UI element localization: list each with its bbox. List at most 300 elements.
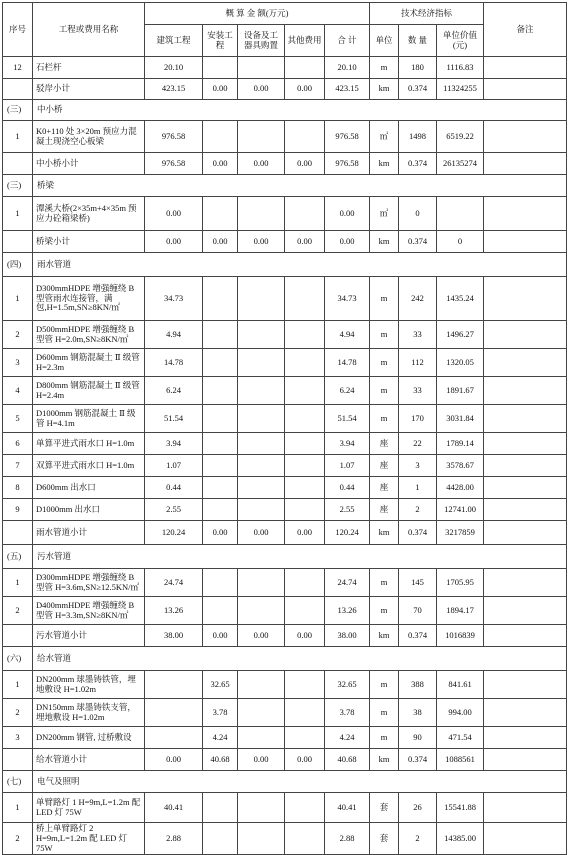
construction-cost: 2.55 — [145, 499, 203, 521]
unit-value: 6519.22 — [437, 121, 484, 153]
table-body — [3, 57, 567, 855]
equipment-cost — [238, 57, 285, 79]
unit: km — [370, 625, 399, 647]
remarks — [484, 405, 567, 433]
construction-cost: 13.26 — [145, 597, 203, 625]
construction-cost: 14.78 — [145, 349, 203, 377]
installation-cost — [203, 121, 238, 153]
quantity: 112 — [399, 349, 437, 377]
quantity: 0.374 — [399, 79, 437, 100]
section-row — [3, 175, 567, 197]
construction-cost: 24.74 — [145, 569, 203, 597]
unit-value: 1320.05 — [437, 349, 484, 377]
other-cost — [285, 57, 325, 79]
installation-cost — [203, 597, 238, 625]
construction-cost — [145, 699, 203, 727]
table-row — [3, 321, 567, 349]
construction-cost: 1.07 — [145, 455, 203, 477]
row-number: 1 — [3, 277, 33, 321]
equipment-cost — [238, 433, 285, 455]
row-number: 1 — [3, 569, 33, 597]
other-cost: 0.00 — [285, 231, 325, 253]
unit-value: 1016839 — [437, 625, 484, 647]
quantity: 1 — [399, 477, 437, 499]
quantity: 145 — [399, 569, 437, 597]
remarks — [484, 477, 567, 499]
remarks — [484, 57, 567, 79]
unit-value: 1435.24 — [437, 277, 484, 321]
header-quantity: 数 量 — [399, 25, 437, 57]
construction-cost — [145, 671, 203, 699]
quantity: 170 — [399, 405, 437, 433]
total-cost: 4.94 — [325, 321, 370, 349]
installation-cost: 40.68 — [203, 749, 238, 771]
unit: km — [370, 749, 399, 771]
table-row — [3, 569, 567, 597]
construction-cost: 0.00 — [145, 197, 203, 231]
remarks — [484, 499, 567, 521]
equipment-cost — [238, 121, 285, 153]
table-row — [3, 433, 567, 455]
other-cost — [285, 321, 325, 349]
equipment-cost: 0.00 — [238, 625, 285, 647]
cost-estimate-table — [2, 2, 567, 855]
table-row — [3, 455, 567, 477]
unit: 座 — [370, 477, 399, 499]
unit: m — [370, 57, 399, 79]
quantity: 26 — [399, 793, 437, 823]
equipment-cost — [238, 499, 285, 521]
unit-value: 471.54 — [437, 727, 484, 749]
total-cost: 423.15 — [325, 79, 370, 100]
installation-cost — [203, 377, 238, 405]
quantity: 33 — [399, 321, 437, 349]
equipment-cost — [238, 597, 285, 625]
quantity: 0.374 — [399, 231, 437, 253]
quantity: 242 — [399, 277, 437, 321]
unit-value: 15541.88 — [437, 793, 484, 823]
installation-cost — [203, 405, 238, 433]
header-other: 其他费用 — [285, 25, 325, 57]
total-cost: 13.26 — [325, 597, 370, 625]
unit-value: 4428.00 — [437, 477, 484, 499]
unit: m — [370, 597, 399, 625]
table-row — [3, 153, 567, 175]
other-cost: 0.00 — [285, 749, 325, 771]
construction-cost: 3.94 — [145, 433, 203, 455]
unit: ㎡ — [370, 197, 399, 231]
equipment-cost — [238, 349, 285, 377]
header-amount-group: 概 算 金 额(万元) — [145, 3, 370, 25]
other-cost: 0.00 — [285, 79, 325, 100]
other-cost — [285, 569, 325, 597]
installation-cost: 0.00 — [203, 625, 238, 647]
remarks — [484, 121, 567, 153]
unit-value: 1891.67 — [437, 377, 484, 405]
construction-cost: 6.24 — [145, 377, 203, 405]
installation-cost: 0.00 — [203, 79, 238, 100]
header-remarks: 备注 — [484, 3, 567, 57]
item-name: D300mmHDPE 增强缠绕 B 型管 H=3.6m,SN≥12.5KN/㎡ — [33, 569, 145, 597]
quantity: 38 — [399, 699, 437, 727]
row-number: 1 — [3, 671, 33, 699]
other-cost — [285, 499, 325, 521]
section-title: 电气及照明 — [33, 771, 567, 793]
item-name: K0+110 处 3×20m 预应力混凝土现浇空心板梁 — [33, 121, 145, 153]
total-cost: 3.94 — [325, 433, 370, 455]
total-cost: 2.55 — [325, 499, 370, 521]
total-cost: 2.88 — [325, 823, 370, 855]
other-cost: 0.00 — [285, 153, 325, 175]
total-cost: 0.00 — [325, 231, 370, 253]
table-row — [3, 57, 567, 79]
construction-cost: 34.73 — [145, 277, 203, 321]
construction-cost: 38.00 — [145, 625, 203, 647]
total-cost: 6.24 — [325, 377, 370, 405]
item-name: D1000mm 出水口 — [33, 499, 145, 521]
unit-value: 11324255 — [437, 79, 484, 100]
other-cost — [285, 197, 325, 231]
item-name: D800mm 钢筋混凝土 Ⅱ 级管 H=2.4m — [33, 377, 145, 405]
equipment-cost — [238, 671, 285, 699]
equipment-cost — [238, 377, 285, 405]
quantity: 1498 — [399, 121, 437, 153]
table-row — [3, 625, 567, 647]
remarks — [484, 433, 567, 455]
remarks — [484, 231, 567, 253]
row-number: 2 — [3, 597, 33, 625]
table-row — [3, 231, 567, 253]
total-cost: 24.74 — [325, 569, 370, 597]
unit: km — [370, 79, 399, 100]
unit-value: 1116.83 — [437, 57, 484, 79]
equipment-cost: 0.00 — [238, 153, 285, 175]
unit-value: 3031.84 — [437, 405, 484, 433]
section-number: (三) — [3, 175, 33, 197]
row-number: 2 — [3, 699, 33, 727]
unit: m — [370, 277, 399, 321]
installation-cost: 0.00 — [203, 231, 238, 253]
unit-value: 1894.17 — [437, 597, 484, 625]
section-title: 雨水管道 — [33, 253, 567, 277]
total-cost: 120.24 — [325, 521, 370, 545]
other-cost — [285, 671, 325, 699]
installation-cost — [203, 349, 238, 377]
item-name: DN150mm 球墨铸铁支管，埋地敷设 H=1.02m — [33, 699, 145, 727]
total-cost: 4.24 — [325, 727, 370, 749]
quantity: 22 — [399, 433, 437, 455]
installation-cost — [203, 477, 238, 499]
item-name: D300mmHDPE 增强缠绕 B 型管雨水连接管，满包,H=1.5m,SN≥8KN/㎡ — [33, 277, 145, 321]
unit-value: 14385.00 — [437, 823, 484, 855]
table-row — [3, 793, 567, 823]
remarks — [484, 153, 567, 175]
unit: 座 — [370, 499, 399, 521]
table-row — [3, 521, 567, 545]
row-number: 5 — [3, 405, 33, 433]
table-row — [3, 699, 567, 727]
construction-cost — [145, 727, 203, 749]
header-item-name: 工程或费用名称 — [33, 3, 145, 57]
row-number — [3, 749, 33, 771]
unit: m — [370, 671, 399, 699]
section-title: 污水管道 — [33, 545, 567, 569]
table-row — [3, 749, 567, 771]
installation-cost — [203, 197, 238, 231]
equipment-cost — [238, 569, 285, 597]
installation-cost: 0.00 — [203, 153, 238, 175]
table-row — [3, 727, 567, 749]
unit-value: 12741.00 — [437, 499, 484, 521]
construction-cost: 423.15 — [145, 79, 203, 100]
header-row-number: 序号 — [3, 3, 33, 57]
header-tech-group: 技术经济指标 — [370, 3, 484, 25]
item-name: 单臂路灯 1 H=9m,L=1.2m 配 LED 灯 75W — [33, 793, 145, 823]
remarks — [484, 671, 567, 699]
installation-cost — [203, 823, 238, 855]
unit: m — [370, 405, 399, 433]
unit: m — [370, 377, 399, 405]
row-number: 1 — [3, 793, 33, 823]
section-title: 桥梁 — [33, 175, 567, 197]
unit-value: 841.61 — [437, 671, 484, 699]
item-name: 中小桥小计 — [33, 153, 145, 175]
row-number: 12 — [3, 57, 33, 79]
total-cost: 51.54 — [325, 405, 370, 433]
row-number — [3, 521, 33, 545]
section-number: (三) — [3, 100, 33, 121]
installation-cost — [203, 455, 238, 477]
total-cost: 38.00 — [325, 625, 370, 647]
remarks — [484, 823, 567, 855]
section-row — [3, 253, 567, 277]
equipment-cost — [238, 477, 285, 499]
total-cost: 1.07 — [325, 455, 370, 477]
quantity: 180 — [399, 57, 437, 79]
item-name: 石栏杆 — [33, 57, 145, 79]
remarks — [484, 699, 567, 727]
total-cost: 40.41 — [325, 793, 370, 823]
remarks — [484, 321, 567, 349]
installation-cost — [203, 793, 238, 823]
quantity: 70 — [399, 597, 437, 625]
equipment-cost — [238, 699, 285, 727]
section-number: (六) — [3, 647, 33, 671]
installation-cost: 32.65 — [203, 671, 238, 699]
unit-value: 1496.27 — [437, 321, 484, 349]
quantity: 388 — [399, 671, 437, 699]
total-cost: 34.73 — [325, 277, 370, 321]
installation-cost: 4.24 — [203, 727, 238, 749]
unit: 座 — [370, 455, 399, 477]
equipment-cost: 0.00 — [238, 79, 285, 100]
construction-cost: 0.44 — [145, 477, 203, 499]
other-cost: 0.00 — [285, 625, 325, 647]
item-name: 雨水管道小计 — [33, 521, 145, 545]
row-number — [3, 153, 33, 175]
other-cost — [285, 405, 325, 433]
row-number — [3, 79, 33, 100]
construction-cost: 20.10 — [145, 57, 203, 79]
unit: km — [370, 153, 399, 175]
other-cost — [285, 477, 325, 499]
row-number — [3, 625, 33, 647]
item-name: D1000mm 钢筋混凝土 Ⅱ 级管 H=4.1m — [33, 405, 145, 433]
table-row — [3, 823, 567, 855]
construction-cost: 4.94 — [145, 321, 203, 349]
total-cost: 976.58 — [325, 153, 370, 175]
unit: km — [370, 521, 399, 545]
remarks — [484, 521, 567, 545]
item-name: D600mm 出水口 — [33, 477, 145, 499]
table-header — [3, 3, 567, 57]
quantity: 90 — [399, 727, 437, 749]
row-number: 4 — [3, 377, 33, 405]
header-total: 合 计 — [325, 25, 370, 57]
remarks — [484, 349, 567, 377]
remarks — [484, 625, 567, 647]
remarks — [484, 79, 567, 100]
table-row — [3, 377, 567, 405]
table-row — [3, 277, 567, 321]
table-row — [3, 197, 567, 231]
construction-cost: 976.58 — [145, 121, 203, 153]
total-cost: 40.68 — [325, 749, 370, 771]
other-cost — [285, 793, 325, 823]
section-number: (五) — [3, 545, 33, 569]
row-number: 6 — [3, 433, 33, 455]
equipment-cost — [238, 321, 285, 349]
unit-value: 3578.67 — [437, 455, 484, 477]
total-cost: 0.00 — [325, 197, 370, 231]
unit: 套 — [370, 823, 399, 855]
table-row — [3, 499, 567, 521]
other-cost — [285, 727, 325, 749]
construction-cost: 120.24 — [145, 521, 203, 545]
equipment-cost — [238, 405, 285, 433]
unit-value: 1705.95 — [437, 569, 484, 597]
section-title: 中小桥 — [33, 100, 567, 121]
total-cost: 20.10 — [325, 57, 370, 79]
remarks — [484, 727, 567, 749]
equipment-cost — [238, 197, 285, 231]
row-number: 2 — [3, 823, 33, 855]
item-name: DN200mm 钢管, 过桥敷设 — [33, 727, 145, 749]
header-installation: 安装工程 — [203, 25, 238, 57]
other-cost — [285, 597, 325, 625]
installation-cost: 0.00 — [203, 521, 238, 545]
quantity: 0.374 — [399, 749, 437, 771]
remarks — [484, 749, 567, 771]
construction-cost: 2.88 — [145, 823, 203, 855]
header-unit-value: 单位价值(元) — [437, 25, 484, 57]
equipment-cost: 0.00 — [238, 231, 285, 253]
item-name: 单算平进式雨水口 H=1.0m — [33, 433, 145, 455]
item-name: 双算平进式雨水口 H=1.0m — [33, 455, 145, 477]
construction-cost: 0.00 — [145, 231, 203, 253]
unit: m — [370, 727, 399, 749]
item-name: 污水管道小计 — [33, 625, 145, 647]
total-cost: 32.65 — [325, 671, 370, 699]
equipment-cost — [238, 823, 285, 855]
other-cost: 0.00 — [285, 521, 325, 545]
row-number — [3, 231, 33, 253]
row-number: 9 — [3, 499, 33, 521]
remarks — [484, 277, 567, 321]
unit: ㎡ — [370, 121, 399, 153]
installation-cost — [203, 57, 238, 79]
header-construction: 建筑工程 — [145, 25, 203, 57]
row-number: 2 — [3, 321, 33, 349]
remarks — [484, 793, 567, 823]
item-name: 潭溪大桥(2×35m+4×35m 预应力砼箱梁桥) — [33, 197, 145, 231]
quantity: 0.374 — [399, 521, 437, 545]
unit: m — [370, 321, 399, 349]
equipment-cost — [238, 455, 285, 477]
installation-cost — [203, 433, 238, 455]
other-cost — [285, 433, 325, 455]
unit: m — [370, 349, 399, 377]
unit-value: 0 — [437, 231, 484, 253]
item-name: DN200mm 球墨铸铁管，埋地敷设 H=1.02m — [33, 671, 145, 699]
quantity: 3 — [399, 455, 437, 477]
section-row — [3, 100, 567, 121]
row-number: 8 — [3, 477, 33, 499]
row-number: 3 — [3, 727, 33, 749]
remarks — [484, 197, 567, 231]
other-cost — [285, 699, 325, 727]
equipment-cost: 0.00 — [238, 521, 285, 545]
installation-cost — [203, 569, 238, 597]
table-row — [3, 79, 567, 100]
section-number: (七) — [3, 771, 33, 793]
total-cost: 0.44 — [325, 477, 370, 499]
construction-cost: 51.54 — [145, 405, 203, 433]
table-row — [3, 349, 567, 377]
section-number: (四) — [3, 253, 33, 277]
total-cost: 14.78 — [325, 349, 370, 377]
unit: 套 — [370, 793, 399, 823]
header-unit: 单位 — [370, 25, 399, 57]
total-cost: 3.78 — [325, 699, 370, 727]
quantity: 0.374 — [399, 153, 437, 175]
section-row — [3, 545, 567, 569]
item-name: 给水管道小计 — [33, 749, 145, 771]
remarks — [484, 455, 567, 477]
section-row — [3, 647, 567, 671]
table-row — [3, 671, 567, 699]
unit-value: 26135274 — [437, 153, 484, 175]
equipment-cost: 0.00 — [238, 749, 285, 771]
row-number: 3 — [3, 349, 33, 377]
table-row — [3, 597, 567, 625]
item-name: 桥梁小计 — [33, 231, 145, 253]
other-cost — [285, 823, 325, 855]
row-number: 7 — [3, 455, 33, 477]
table-row — [3, 477, 567, 499]
section-row — [3, 771, 567, 793]
table-row — [3, 405, 567, 433]
item-name: D500mmHDPE 增强缠绕 B 型管 H=2.0m,SN≥8KN/㎡ — [33, 321, 145, 349]
unit-value: 1088561 — [437, 749, 484, 771]
equipment-cost — [238, 277, 285, 321]
other-cost — [285, 121, 325, 153]
other-cost — [285, 377, 325, 405]
equipment-cost — [238, 793, 285, 823]
other-cost — [285, 455, 325, 477]
table-row — [3, 121, 567, 153]
unit: 座 — [370, 433, 399, 455]
